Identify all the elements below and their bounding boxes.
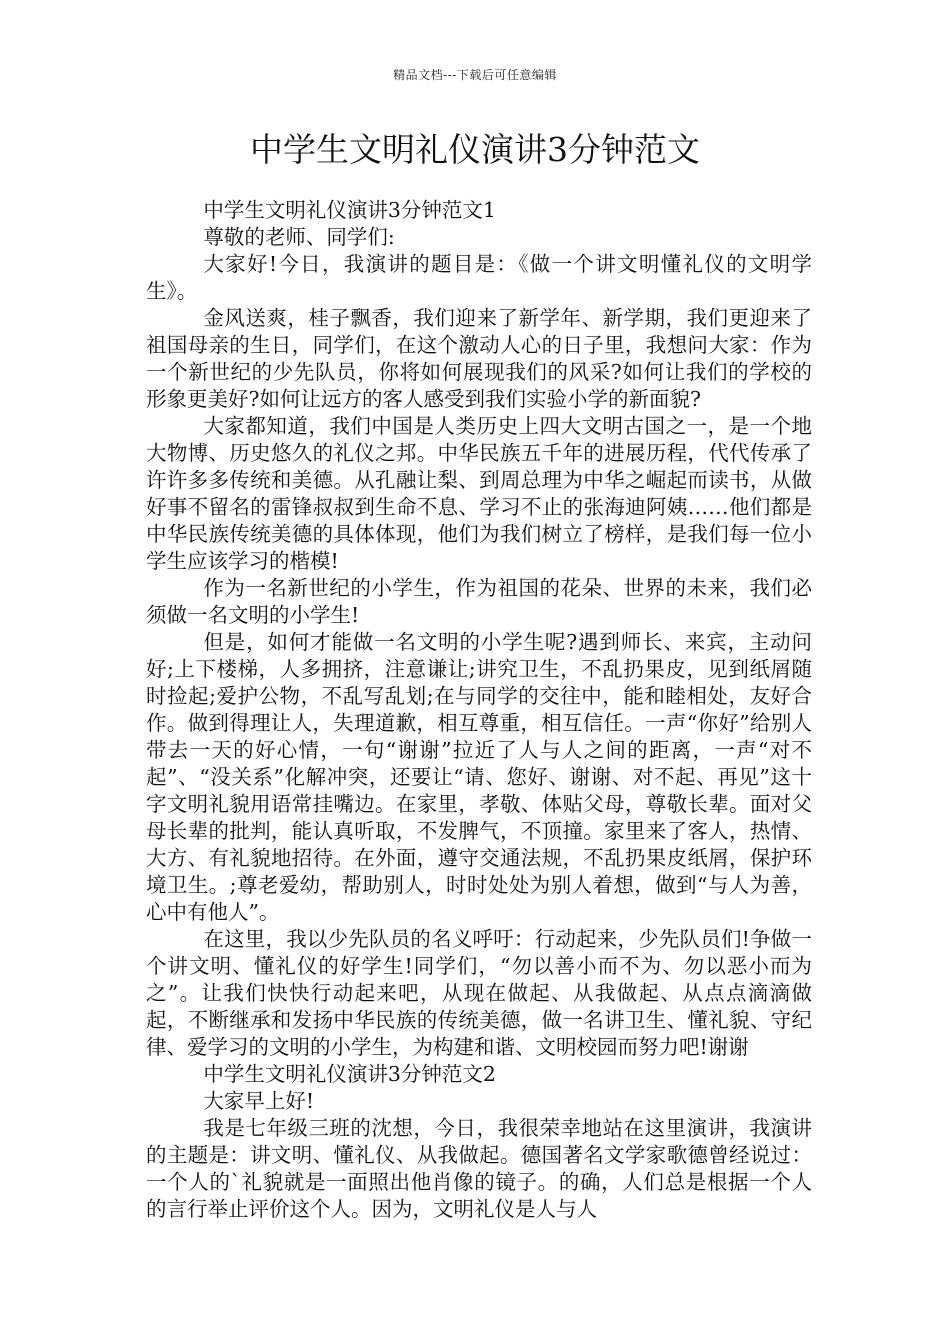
paragraph: 我是七年级三班的沈想，今日，我很荣幸地站在这里演讲，我演讲的主题是：讲文明、懂礼仪、从我做起。德国著名文学家歌德曾经说过：一个人的`礼貌就是一面照出他肖像的镜子。的确，人们总是根据一个人的言行举止评价这个人。因为，文明礼仪是人与人 (146, 1116, 812, 1221)
paragraph: 大家好!今日，我演讲的题目是：《做一个讲文明懂礼仪的文明学生》。 (146, 252, 812, 303)
paragraph: 在这里，我以少先队员的名义呼吁：行动起来，少先队员们!争做一个讲文明、懂礼仪的好学生!同学们，“勿以善小而不为、勿以恶小而为之”。让我们快快行动起来吧，从现在做起、从我做起、从点点滴滴做起，不断继承和发扬中华民族的传统美德，做一名讲卫生、懂礼貌、守纪律、爱学习的文明的小学生，为构建和谐、文明校园而努力吧!谢谢 (146, 927, 812, 1059)
paragraph: 作为一名新世纪的小学生，作为祖国的花朵、世界的未来，我们必须做一名文明的小学生! (146, 576, 812, 627)
document-title: 中学生文明礼仪演讲3分钟范文 (250, 130, 700, 169)
salutation: 尊敬的老师、同学们: (203, 225, 395, 249)
section-heading-2: 中学生文明礼仪演讲3分钟范文2 (203, 1062, 496, 1086)
paragraph: 金风送爽，桂子飘香，我们迎来了新学年、新学期，我们更迎来了祖国母亲的生日，同学们，在这个激动人心的日子里，我想问大家：作为一个新世纪的少先队员，你将如何展现我们的风采?如何让我们的学校的形象更美好?如何让远方的客人感受到我们实验小学的新面貌? (146, 306, 812, 411)
header-note: 精品文档---下载后可任意编辑 (393, 68, 557, 82)
section-heading-1: 中学生文明礼仪演讲3分钟范文1 (203, 198, 496, 222)
paragraph: 但是，如何才能做一名文明的小学生呢?遇到师长、来宾，主动问好;上下楼梯，人多拥挤，注意谦让;讲究卫生，不乱扔果皮，见到纸屑随时捡起;爱护公物，不乱写乱划;在与同学的交往中，能和睦相处，友好合作。做到得理让人，失理道歉，相互尊重，相互信任。一声“你好”给别人带去一天的好心情，一句“谢谢”拉近了人与人之间的距离，一声“对不起”、“没关系”化解冲突，还要让“请、您好、谢谢、对不起、再见”这十字文明礼貌用语常挂嘴边。在家里，孝敬、体贴父母，尊敬长辈。面对父母长辈的批判，能认真听取，不发脾气，不顶撞。家里来了客人，热情、大方、有礼貌地招待。在外面，遵守交通法规，不乱扔果皮纸屑，保护环境卫生。;尊老爱幼，帮助别人，时时处处为别人着想，做到“与人为善，心中有他人”。 (146, 630, 812, 924)
greeting: 大家早上好! (203, 1089, 315, 1113)
document-body (146, 197, 812, 1223)
paragraph: 大家都知道，我们中国是人类历史上四大文明古国之一，是一个地大物博、历史悠久的礼仪之邦。中华民族五千年的进展历程，代代传承了许许多多传统和美德。从孔融让梨、到周总理为中华之崛起而读书，从做好事不留名的雷锋叔叔到生命不息、学习不止的张海迪阿姨……他们都是中华民族传统美德的具体体现，他们为我们树立了榜样，是我们每一位小学生应该学习的楷模! (146, 414, 812, 573)
